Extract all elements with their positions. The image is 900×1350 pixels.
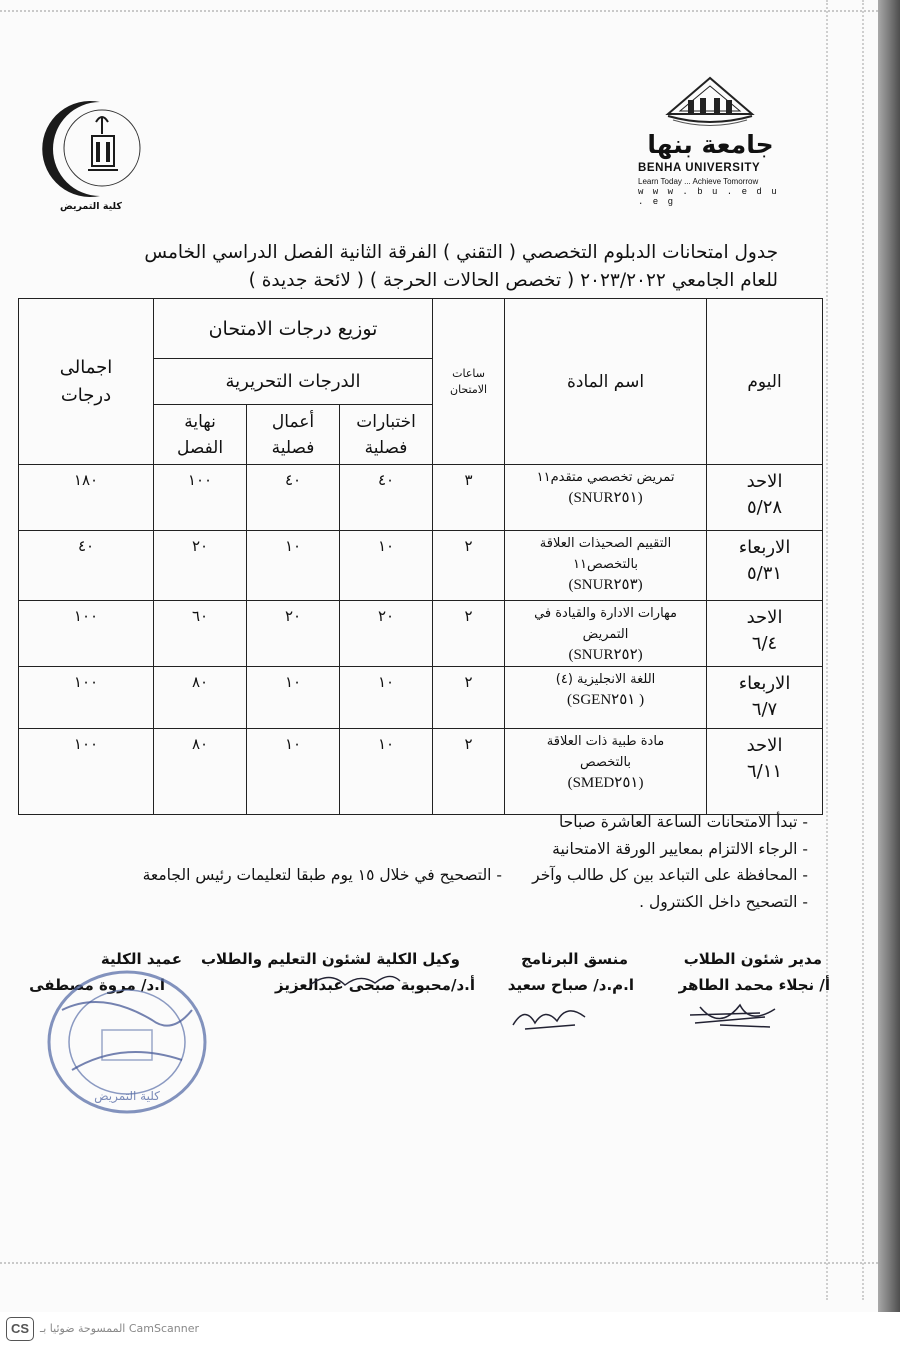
table-row [19, 531, 823, 601]
note-start-time: - تبدأ الامتحانات الساعة العاشرة صباحا [558, 813, 808, 831]
handwritten-signature-3 [300, 965, 410, 995]
signature-name-student-affairs: أ/ نجلاء محمد الطاهر [678, 976, 830, 994]
cell-coursework: ١٠ [247, 667, 340, 729]
right-dotted-border-outer [862, 0, 864, 1300]
cell-total: ١٠٠ [19, 601, 154, 667]
table-row [19, 465, 823, 531]
university-name-english: BENHA UNIVERSITY [638, 162, 761, 174]
signature-role-dean: عميد الكلية [100, 950, 182, 968]
table-row [19, 667, 823, 729]
note-correction-period: - التصحيح في خلال ١٥ يوم طبقا لتعليمات رئيس الجامعة [142, 866, 502, 884]
handwritten-signature-1 [680, 995, 790, 1035]
top-dotted-border [0, 10, 878, 12]
university-slogan: Learn Today ... Achieve Tomorrow [638, 177, 759, 186]
header-grade-distribution: توزيع درجات الامتحان [154, 299, 433, 359]
cell-subject: اللغة الانجليزية (٤) ( SGEN٢٥١) [505, 667, 707, 729]
cell-subject: تمريض تخصصي متقدم١١ (SNUR٢٥١) [505, 465, 707, 531]
note-correction-in-control: - التصحيح داخل الكنترول . [639, 893, 808, 911]
signature-role-student-affairs: مدير شئون الطلاب [683, 950, 822, 968]
cell-day: الاحد ٦/١١ [707, 729, 823, 815]
cell-subject: مادة طبية ذات العلاقة بالتخصص (SMED٢٥١) [505, 729, 707, 815]
cell-tests: ١٠ [340, 667, 433, 729]
cell-hours: ٢ [433, 667, 505, 729]
cell-hours: ٣ [433, 465, 505, 531]
university-emblem-icon [628, 76, 793, 136]
signature-role-vice-dean: وكيل الكلية لشئون التعليم والطلاب [200, 950, 460, 968]
cell-coursework: ٢٠ [247, 601, 340, 667]
header-subject: اسم المادة [505, 299, 707, 465]
cell-tests: ١٠ [340, 729, 433, 815]
nursing-crescent-logo-icon [36, 96, 146, 201]
table-row [19, 601, 823, 667]
cell-day: الاحد ٦/٤ [707, 601, 823, 667]
cell-final: ٦٠ [154, 601, 247, 667]
header-quarterly-tests: اختبارات فصلية [340, 405, 433, 465]
table-header-row [19, 299, 823, 359]
cell-coursework: ١٠ [247, 531, 340, 601]
camscanner-text: الممسوحة ضوئيا بـ CamScanner [40, 1322, 199, 1335]
cell-final: ٨٠ [154, 667, 247, 729]
signature-name-vice-dean: أ.د/محبوبة صبحى عبدالعزيز [275, 976, 475, 994]
right-dotted-border [826, 0, 828, 1300]
cell-subject: التقييم الصحيذات العلاقة بالتخصص١١ (SNUR٢٥٣) [505, 531, 707, 601]
bottom-dotted-border [0, 1262, 878, 1264]
header-total: اجمالى درجات [19, 299, 154, 465]
cell-total: ١٨٠ [19, 465, 154, 531]
signature-role-program-coordinator: منسق البرنامج [520, 950, 628, 968]
stamp-text: كلية التمريض [94, 1089, 160, 1103]
cell-final: ١٠٠ [154, 465, 247, 531]
handwritten-signature-2 [505, 995, 595, 1035]
schedule-title-line2: للعام الجامعي ٢٠٢٣/٢٠٢٢ ( تخصص الحالات الحرجة ) ( لائحة جديدة ) [248, 270, 778, 291]
university-name-arabic: جامعة بنها [647, 130, 774, 159]
benha-university-logo [628, 76, 793, 207]
camscanner-badge-icon: CS [6, 1317, 34, 1341]
header-coursework: أعمال فصلية [247, 405, 340, 465]
signature-name-program-coordinator: ا.م.د/ صباح سعيد [507, 976, 634, 994]
faculty-stamp [42, 960, 212, 1120]
cell-total: ١٠٠ [19, 667, 154, 729]
cell-subject: مهارات الادارة والقيادة في التمريض (SNUR٢٥٢) [505, 601, 707, 667]
faculty-of-nursing-logo [36, 96, 146, 218]
faculty-label: كلية التمريض [60, 201, 122, 212]
note-exam-paper-standards: - الرجاء الالتزام بمعايير الورقة الامتحانية [552, 840, 808, 858]
cell-hours: ٢ [433, 531, 505, 601]
table-row [19, 729, 823, 815]
exam-schedule-table [18, 298, 823, 815]
cell-tests: ٤٠ [340, 465, 433, 531]
cell-total: ١٠٠ [19, 729, 154, 815]
header-final: نهاية الفصل [154, 405, 247, 465]
cell-tests: ٢٠ [340, 601, 433, 667]
cell-total: ٤٠ [19, 531, 154, 601]
page-edge-shadow [878, 0, 900, 1312]
cell-hours: ٢ [433, 729, 505, 815]
cell-final: ٢٠ [154, 531, 247, 601]
cell-day: الاربعاء ٦/٧ [707, 667, 823, 729]
cell-coursework: ١٠ [247, 729, 340, 815]
university-website: w w w . b u . e d u . e g [638, 187, 779, 207]
cell-tests: ١٠ [340, 531, 433, 601]
header-day: اليوم [707, 299, 823, 465]
header-written-grades: الدرجات التحريرية [154, 359, 433, 405]
cell-day: الاربعاء ٥/٣١ [707, 531, 823, 601]
note-distancing: - المحافظة على التباعد بين كل طالب وآخر [532, 866, 808, 884]
cell-day: الاحد ٥/٢٨ [707, 465, 823, 531]
header-exam-hours: ساعات الامتحان [433, 299, 505, 465]
cell-coursework: ٤٠ [247, 465, 340, 531]
signature-name-dean: ا.د/ مروة مصطفى [29, 976, 165, 994]
schedule-title-line1: جدول امتحانات الدبلوم التخصصي ( التقني ) الفرقة الثانية الفصل الدراسي الخامس [144, 242, 778, 263]
cell-final: ٨٠ [154, 729, 247, 815]
cell-hours: ٢ [433, 601, 505, 667]
